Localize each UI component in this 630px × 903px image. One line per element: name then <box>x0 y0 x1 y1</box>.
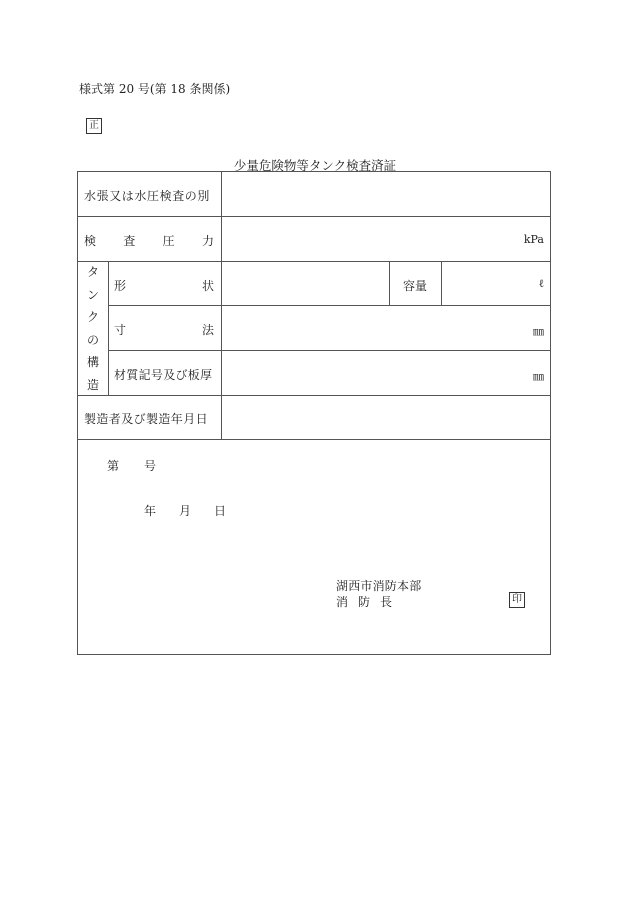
row-divider <box>108 350 550 351</box>
authority-name: 湖西市消防本部 <box>336 579 422 593</box>
row-divider <box>78 261 550 262</box>
shape-label <box>114 277 214 294</box>
water-test-label: 水張又は水圧検査の別 <box>84 189 211 203</box>
chief-title <box>336 593 392 610</box>
capacity-label: 容量 <box>403 279 428 293</box>
structure-char: の <box>86 332 99 347</box>
column-divider <box>108 261 109 395</box>
original-seal-box: 正 <box>86 118 102 134</box>
chief-char: 防 <box>357 595 370 609</box>
shape-char: 状 <box>201 279 214 293</box>
row-divider <box>108 305 550 306</box>
number-dai: 第 <box>107 459 120 473</box>
shape-char: 形 <box>114 279 127 293</box>
column-divider <box>441 261 442 305</box>
structure-char: 造 <box>86 377 99 392</box>
size-unit: ㎜ <box>533 325 544 338</box>
pressure-char: 力 <box>201 234 214 248</box>
chief-char: 長 <box>379 595 392 609</box>
tank-structure-label <box>78 261 108 395</box>
size-label <box>114 321 214 338</box>
date-day: 日 <box>214 504 227 518</box>
row-divider <box>78 216 550 217</box>
pressure-unit: kPa <box>523 233 544 246</box>
material-label: 材質記号及び板厚 <box>114 368 213 382</box>
date-year: 年 <box>144 504 157 518</box>
certificate-form <box>77 171 551 655</box>
size-char: 法 <box>201 323 214 337</box>
structure-char: ク <box>86 310 99 325</box>
pressure-char: 査 <box>123 234 136 248</box>
maker-label: 製造者及び製造年月日 <box>84 412 209 426</box>
pressure-char: 検 <box>84 234 97 248</box>
structure-char: 構 <box>86 355 99 370</box>
size-char: 寸 <box>114 323 127 337</box>
date-month: 月 <box>179 504 192 518</box>
official-seal-box: 印 <box>509 592 525 608</box>
column-divider <box>221 172 222 439</box>
row-divider <box>78 395 550 396</box>
pressure-label <box>84 232 214 249</box>
capacity-unit: ℓ <box>538 277 544 290</box>
form-number: 様式第 20 号(第 18 条関係) <box>79 82 231 96</box>
row-divider <box>78 439 550 440</box>
structure-char: ン <box>86 287 99 302</box>
chief-char: 消 <box>336 595 349 609</box>
column-divider <box>389 261 390 305</box>
number-go: 号 <box>144 459 157 473</box>
pressure-char: 圧 <box>162 234 175 248</box>
document-title: 少量危険物等タンク検査済証 <box>233 158 397 173</box>
structure-char: タ <box>86 265 99 279</box>
material-unit: ㎜ <box>533 370 544 383</box>
